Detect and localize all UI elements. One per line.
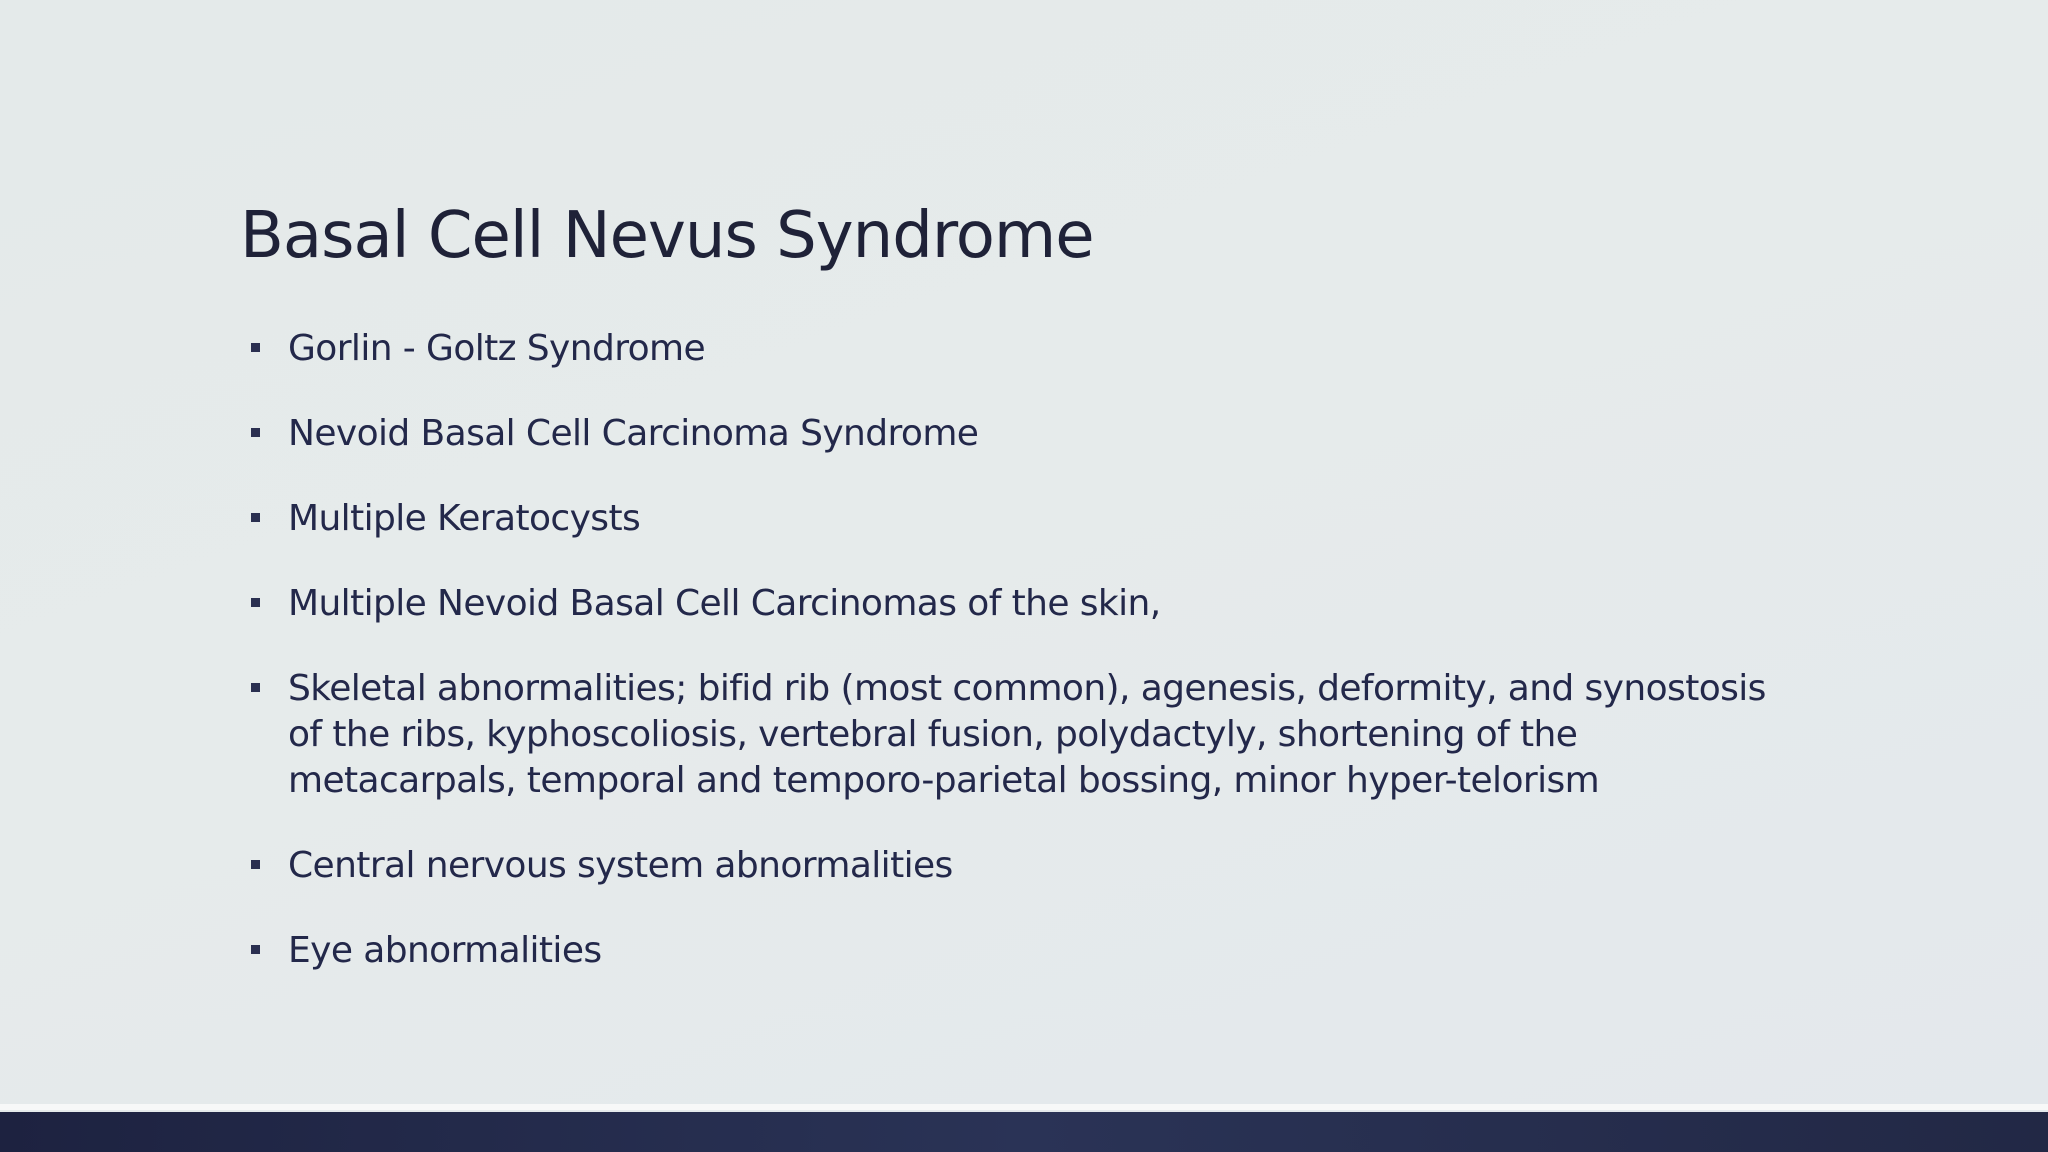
bullet-text: Skeletal abnormalities; bifid rib (most common), agenesis, deformity, and synostosis of the ribs, kyphoscoliosis, vertebral fusion, polydactyly, shortening of the metacarpals, temporal and temporo-parietal bossing, minor hyper-telorism (288, 668, 1766, 801)
square-bullet-icon (251, 343, 260, 352)
bullet-item (248, 666, 1808, 804)
bullet-text: Multiple Nevoid Basal Cell Carcinomas of the skin, (288, 583, 1161, 624)
square-bullet-icon (251, 945, 260, 954)
footer-band (0, 1112, 2048, 1152)
bullet-item (248, 581, 1808, 627)
square-bullet-icon (251, 860, 260, 869)
square-bullet-icon (251, 513, 260, 522)
square-bullet-icon (251, 598, 260, 607)
square-bullet-icon (251, 683, 260, 692)
bullet-text: Multiple Keratocysts (288, 498, 641, 539)
bullet-text: Eye abnormalities (288, 930, 602, 971)
bullet-item (248, 326, 1808, 372)
square-bullet-icon (251, 428, 260, 437)
bullet-item (248, 411, 1808, 457)
bullet-text: Nevoid Basal Cell Carcinoma Syndrome (288, 413, 979, 454)
slide-title: Basal Cell Nevus Syndrome (240, 199, 1094, 273)
bullet-item (248, 843, 1808, 889)
bullet-text: Gorlin - Goltz Syndrome (288, 328, 706, 369)
bullet-list (248, 326, 1808, 1013)
bullet-item (248, 928, 1808, 974)
bullet-text: Central nervous system abnormalities (288, 845, 953, 886)
bullet-item (248, 496, 1808, 542)
footer-divider (0, 1104, 2048, 1110)
